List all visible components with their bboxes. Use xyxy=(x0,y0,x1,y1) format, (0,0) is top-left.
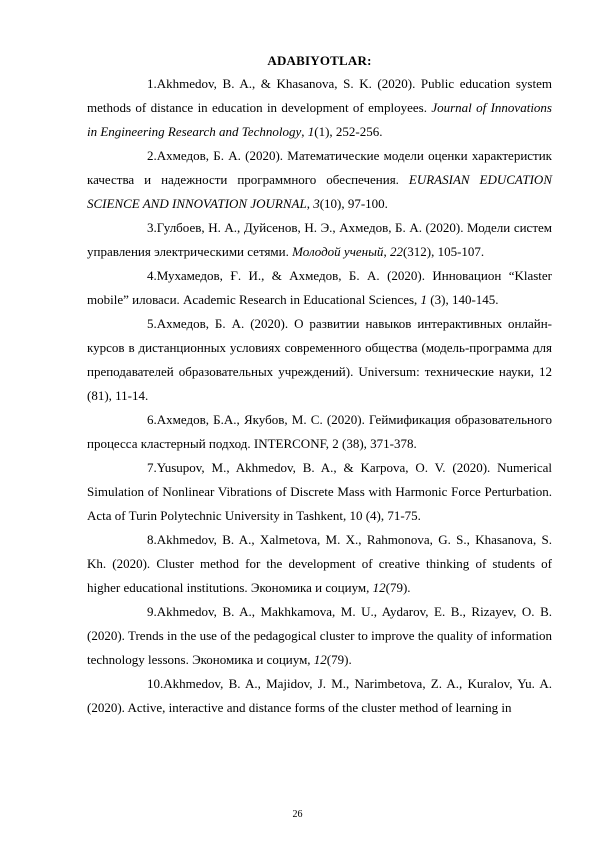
reference-item xyxy=(87,312,552,408)
reference-number: 8. xyxy=(147,532,157,547)
reference-journal: Молодой ученый xyxy=(292,244,384,259)
reference-sep: , xyxy=(301,124,308,139)
reference-text: Мухамедов, Ғ. И., & Ахмедов, Б. А. (2020). Инновацион “Klaster mobile” иловаси. Academic Research in Educational Sciences, xyxy=(87,268,552,307)
reference-tail: (79). xyxy=(326,652,352,667)
reference-tail: (312), 105-107. xyxy=(402,244,485,259)
reference-number: 9. xyxy=(147,604,157,619)
reference-tail: (1), 252-256. xyxy=(314,124,383,139)
reference-item xyxy=(87,408,552,456)
reference-volume: 12 xyxy=(372,580,386,595)
reference-item xyxy=(87,264,552,312)
reference-text: Akhmedov, B. A., & Khasanova, S. K. (2020). Public education system methods of distance in education in development of employees. xyxy=(87,76,552,115)
reference-tail: (10), 97-100. xyxy=(319,196,388,211)
page-number: 26 xyxy=(292,809,303,820)
reference-text: Ахмедов, Б. А. (2020). О развитии навыков интерактивных онлайн-курсов в дистанционных условиях современного общества (модель-программа для преподавателей образовательных учреждений). Universum: технические науки, 12 (81), 11-14. xyxy=(87,316,552,403)
reference-text: Akhmedov, B. A., Majidov, J. M., Narimbetova, Z. A., Kuralov, Yu. A. (2020). Active, interactive and distance forms of the cluster method of learning in xyxy=(87,676,552,715)
reference-item xyxy=(87,72,552,144)
reference-number: 1. xyxy=(147,76,157,91)
reference-number: 10. xyxy=(147,676,164,691)
reference-text: Yusupov, M., Akhmedov, B. A., & Karpova, O. V. (2020). Numerical Simulation of Nonlinear Vibrations of Discrete Mass with Harmonic Force Perturbation. Acta of Turin Polytechnic University in Tashkent, 10 (4), 71-75. xyxy=(87,460,552,523)
reference-item xyxy=(87,672,552,720)
references-heading: ADABIYOTLAR: xyxy=(267,53,372,68)
reference-text: Ахмедов, Б. А. (2020). Математические модели оценки характеристик качества и надежности программного обеспечения. xyxy=(87,148,552,187)
reference-volume: 1 xyxy=(420,292,428,307)
reference-volume: 12 xyxy=(313,652,327,667)
reference-text: Гулбоев, Н. А., Дуйсенов, Н. Э., Ахмедов, Б. А. (2020). Модели систем управления электрическими сетями. xyxy=(87,220,552,259)
references-list xyxy=(87,72,552,720)
reference-item xyxy=(87,216,552,264)
reference-text: Ахмедов, Б.А., Якубов, М. С. (2020). Геймификация образовательного процесса кластерный подход. INTERCONF, 2 (38), 371-378. xyxy=(87,412,552,451)
reference-sep: , xyxy=(383,244,390,259)
reference-tail: (79). xyxy=(385,580,411,595)
reference-text: Akhmedov, B. A., Makhkamova, M. U., Aydarov, E. B., Rizayev, O. B. (2020). Trends in the use of the pedagogical cluster to improve the quality of information technology lessons. Экономика и социум, xyxy=(87,604,552,667)
reference-journal: EURASIAN EDUCATION SCIENCE AND INNOVATION JOURNAL xyxy=(87,172,552,211)
reference-number: 3. xyxy=(147,220,157,235)
reference-number: 6. xyxy=(147,412,157,427)
reference-item xyxy=(87,144,552,216)
reference-sep: , xyxy=(306,196,314,211)
document-page xyxy=(87,52,552,720)
reference-number: 4. xyxy=(147,268,157,283)
reference-item xyxy=(87,528,552,600)
reference-number: 5. xyxy=(147,316,157,331)
reference-item xyxy=(87,600,552,672)
reference-tail: (3), 140-145. xyxy=(427,292,499,307)
reference-number: 7. xyxy=(147,460,157,475)
reference-volume: 3 xyxy=(313,196,320,211)
reference-journal: Journal of Innovations in Engineering Research and Technology xyxy=(87,100,552,139)
reference-volume: 1 xyxy=(307,124,315,139)
reference-number: 2. xyxy=(147,148,157,163)
reference-text: Akhmedov, B. A., Xalmetova, M. X., Rahmonova, G. S., Khasanova, S. Kh. (2020). Cluster method for the development of creative thinking of students of higher educational institutions. Экономика и социум, xyxy=(87,532,552,595)
reference-volume: 22 xyxy=(389,244,403,259)
reference-item xyxy=(87,456,552,528)
